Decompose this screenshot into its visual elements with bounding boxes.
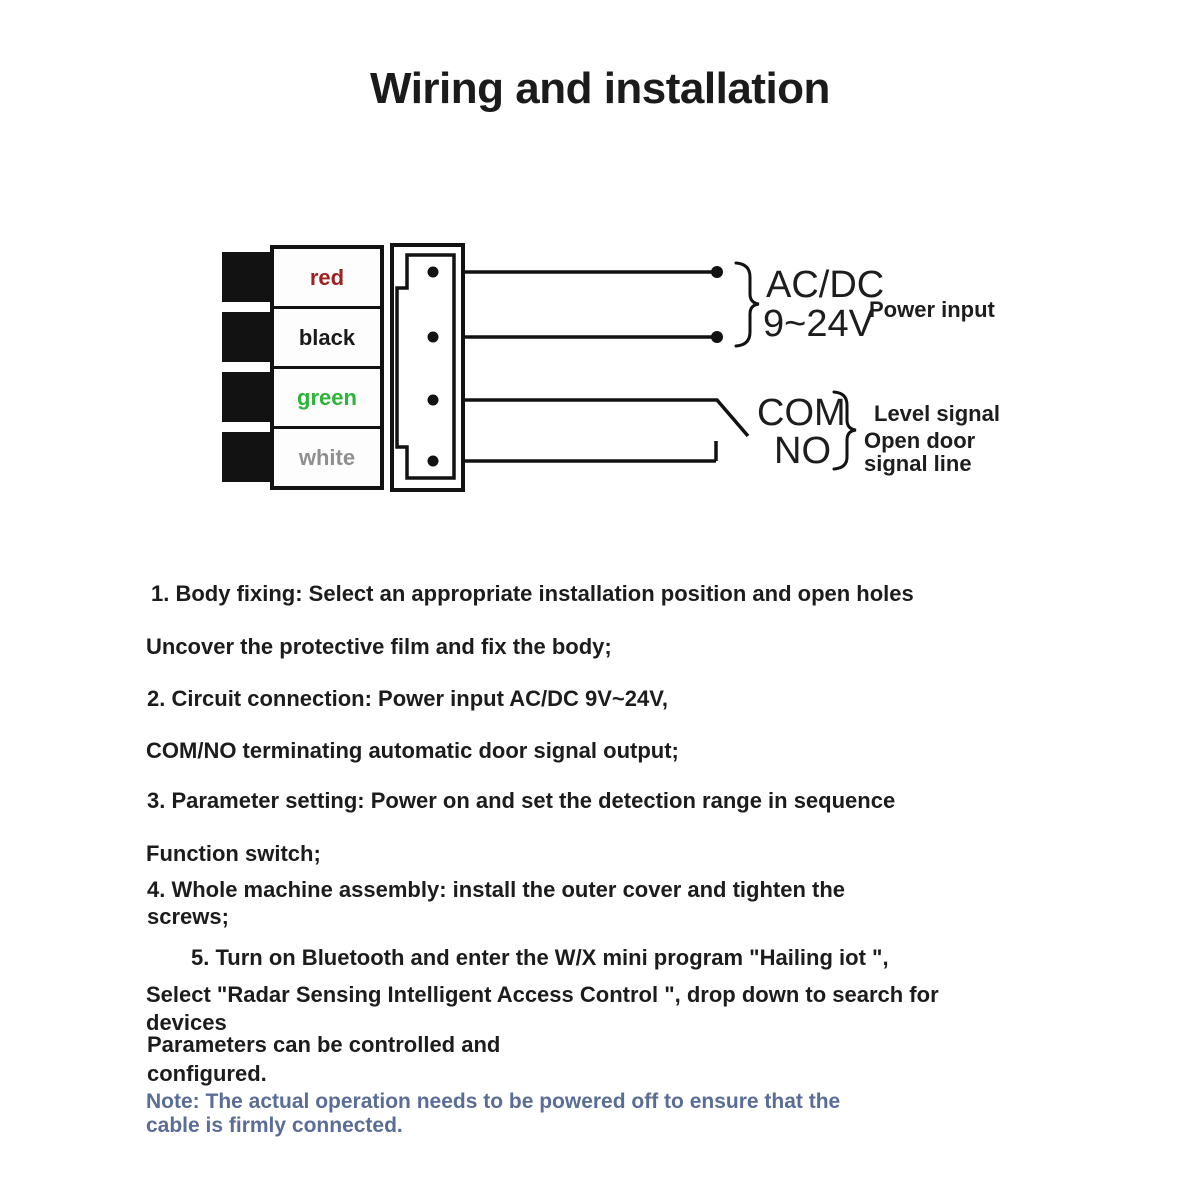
instruction-line: Function switch; xyxy=(146,841,321,866)
connector-pin xyxy=(428,456,439,467)
power-group-brace xyxy=(736,263,759,346)
instruction-line: Parameters can be controlled and xyxy=(147,1032,501,1057)
instruction-line: 2. Circuit connection: Power input AC/DC 9V~24V, xyxy=(147,686,668,711)
power-terminal-dot xyxy=(711,266,723,278)
wiring-graphics xyxy=(0,0,1200,560)
com-wire-line xyxy=(463,400,748,436)
power-terminal-dot xyxy=(711,331,723,343)
instruction-line: 4. Whole machine assembly: install the outer cover and tighten the xyxy=(147,877,846,902)
wire-label-black: black xyxy=(274,309,380,369)
wiring-diagram xyxy=(0,0,1200,560)
open-door-signal-label: Open door signal line xyxy=(864,428,976,476)
instruction-line: 3. Parameter setting: Power on and set the detection range in sequence xyxy=(147,788,896,813)
note-line: Note: The actual operation needs to be powered off to ensure that the xyxy=(146,1090,841,1113)
instruction-line: configured. xyxy=(147,1061,267,1086)
instruction-line: screws; xyxy=(147,904,229,929)
power-type-label: AC/DC xyxy=(766,264,885,306)
instruction-line: Select "Radar Sensing Intelligent Access Control ", drop down to search for xyxy=(146,982,939,1007)
instruction-line: COM/NO terminating automatic door signal output; xyxy=(146,738,679,763)
wire-crimp-block xyxy=(222,312,272,362)
page-title: Wiring and installation xyxy=(370,64,830,113)
power-group-label: Power input xyxy=(869,297,995,322)
instruction-line: 1. Body fixing: Select an appropriate installation position and open holes xyxy=(151,581,914,606)
instruction-line: Uncover the protective film and fix the body; xyxy=(146,634,612,659)
wire-label-table xyxy=(270,245,384,490)
wire-label-white: white xyxy=(298,444,356,470)
no-label: NO xyxy=(774,430,831,472)
wire-label-red: red xyxy=(274,249,380,309)
com-label: COM xyxy=(757,392,846,434)
wire-crimp-block xyxy=(222,252,272,302)
wire-label-green: green xyxy=(274,369,380,429)
wire-crimp-block xyxy=(222,432,272,482)
wire-crimp-block xyxy=(222,372,272,422)
connector-pin xyxy=(428,332,439,343)
no-wire-line xyxy=(463,441,716,461)
level-signal-label: Level signal xyxy=(874,401,1000,426)
instruction-line: 5. Turn on Bluetooth and enter the W/X mini program "Hailing iot ", xyxy=(191,945,889,970)
connector-pin xyxy=(428,395,439,406)
instruction-line: devices xyxy=(146,1010,227,1035)
power-voltage-label: 9~24V xyxy=(763,303,874,345)
connector-pin xyxy=(428,267,439,278)
note-line: cable is firmly connected. xyxy=(146,1114,403,1137)
